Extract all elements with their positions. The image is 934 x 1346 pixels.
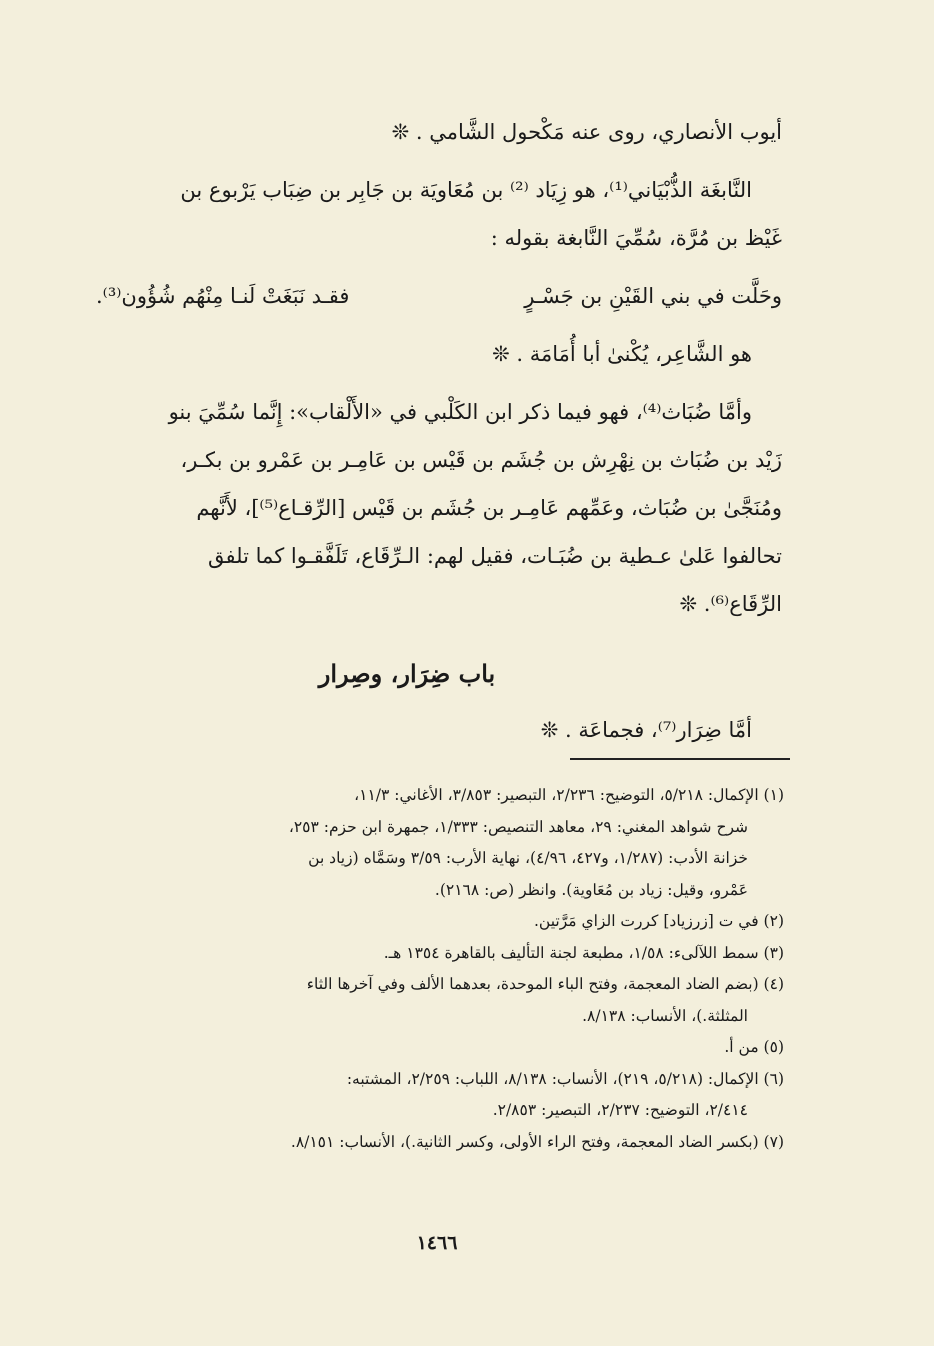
footnote-line: (٧) (بكسر الضاد المعجمة، وفتح الراء الأولى، وكسر الثانية.)، الأنساب: ٨/١٥١. xyxy=(290,1132,784,1151)
text-line: النَّابغَة الذُّبْيَاني⁽¹⁾، هو زِيَاد ⁽²⁾ بن مُعَاويَة بن جَابِر بن ضِبَاب يَرْبوع بن xyxy=(180,178,752,202)
text-line: الرِّقَاع⁽⁶⁾. ❊ xyxy=(679,592,782,616)
text-line: أيوب الأنصاري، روى عنه مَكْحول الشَّامي . ❊ xyxy=(391,120,782,144)
text-line: زَيْد بن ضُبَاث بن نِهْرِش بن جُشَم بن قَيْس بن عَامِـر بن عَمْرو بن بكـر، xyxy=(180,448,782,472)
footnote-line: (٤) (بضم الضاد المعجمة، وفتح الباء الموحدة، بعدهما الألف وفي آخرها الثاء xyxy=(306,975,784,993)
text-line: ومُنَجَّىٰ بن ضُبَاث، وعَمِّهم عَامِـر بن جُشَم بن قَيْس [الرِّقـاع⁽⁵⁾]، لأَنَّهم xyxy=(196,496,782,520)
text-line: تحالفوا عَلىٰ عـطية بن ضُبَـات، فقيل لهم: الـرِّقَاع، تَلَفَّقـوا كما تلفق xyxy=(208,544,782,568)
verse-second-hemistich: فقـد نَبَغَتْ لَنـا مِنْهُم شُؤُون⁽³⁾. xyxy=(96,284,350,308)
text-line: هو الشَّاعِر، يُكْنىٰ أبا أُمَامَة . ❊ xyxy=(492,342,752,366)
footnote-line: المثلثة.)، الأنساب: ٨/١٣٨. xyxy=(582,1006,748,1025)
main-text xyxy=(92,108,782,754)
footnote-line: شرح شواهد المغني: ٢٩، معاهد التنصيص: ١/٣٣٣، جمهرة ابن حزم: ٢٥٣، xyxy=(288,817,748,836)
footnote-line: (٢) في ت [زرزياد] كررت الزاي مَرَّتين. xyxy=(533,912,784,930)
footnote-line: خزانة الأدب: (١/٢٨٧، و٤٢٧، ٤/٩٦)، نهاية الأرب: ٣/٥٩ وسَمَّاه (زياد بن xyxy=(308,849,748,867)
page-number: ١٤٦٦ xyxy=(416,1232,458,1254)
footnote-line: (٥) من أ. xyxy=(724,1038,784,1056)
text-line: وأمَّا ضُبَاث⁽⁴⁾، فهو فيما ذكر ابن الكَلْبي في «الأَلْقاب»: إِنَّما سُمِّيَ بنو xyxy=(168,400,752,424)
footnote-line: عَمْرو، وقيل: زياد بن مُعَاوية). وانظر (ص: ٢١٦٨). xyxy=(434,880,748,899)
footnotes xyxy=(92,780,784,1158)
verse-first-hemistich: وحَلَّت في بني القَيْنِ بن جَسْـرٍ xyxy=(524,284,782,308)
footnote-line: (٦) الإكمال: (٥/٢١٨، ٢١٩)، الأنساب: ٨/١٣٨، اللباب: ٢/٢٥٩، المشتبه: xyxy=(346,1069,784,1088)
footnote-line: ٢/٤١٤، التوضيح: ٢/٢٣٧، التبصير: ٢/٨٥٣. xyxy=(492,1101,748,1119)
chapter-title: باب ضِرَار، وصِرار xyxy=(318,659,496,688)
footnote-divider xyxy=(570,758,790,760)
text-line: أمَّا ضِرَار⁽⁷⁾، فجماعَة . ❊ xyxy=(540,718,752,742)
text-line: غَيْظ بن مُرَّة، سُمِّيَ النَّابغة بقوله : xyxy=(490,226,782,250)
footnote-line: (١) الإكمال: ٥/٢١٨، التوضيح: ٢/٢٣٦، التبصير: ٣/٨٥٣، الأغاني: ١١/٣، xyxy=(354,786,784,804)
footnote-line: (٣) سمط اللآلىء: ١/٥٨، مطبعة لجنة التأليف بالقاهرة ١٣٥٤ هـ. xyxy=(383,943,784,962)
verse-line xyxy=(92,272,782,320)
